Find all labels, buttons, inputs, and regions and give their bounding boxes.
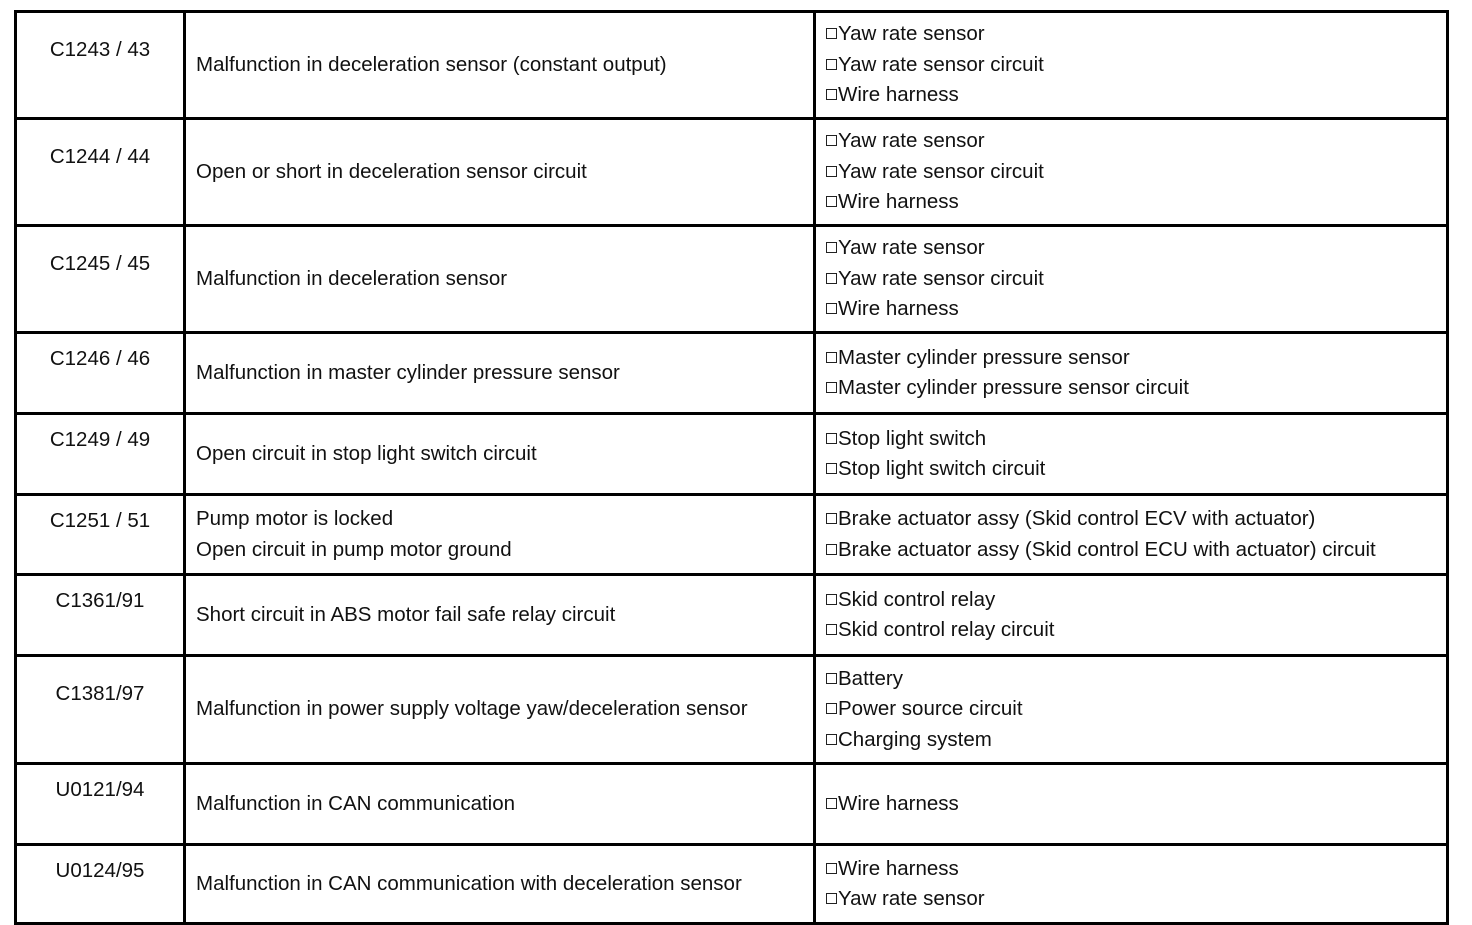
dtc-code-cell (16, 226, 185, 333)
detection-item-cell (185, 495, 815, 575)
checkbox-square-icon (826, 594, 837, 605)
checkbox-square-icon (826, 433, 837, 444)
checkbox-square-icon (826, 798, 837, 809)
trouble-area-item (826, 694, 1446, 725)
dtc-code-cell (16, 12, 185, 119)
checkbox-square-icon (826, 463, 837, 474)
trouble-area-cell (815, 656, 1448, 764)
trouble-area-item (826, 424, 1446, 455)
trouble-area-text: Yaw rate sensor (838, 236, 985, 260)
detection-item-cell (185, 575, 815, 656)
dtc-code: C1243 / 43 (49, 38, 151, 61)
detection-item-text: Malfunction in CAN communication with deceleration sensor (196, 871, 742, 895)
checkbox-square-icon (826, 89, 837, 100)
dtc-code-cell (16, 575, 185, 656)
trouble-area-cell (815, 333, 1448, 414)
detection-item-cell (185, 12, 815, 119)
trouble-area-cell (815, 414, 1448, 495)
detection-item-text: Malfunction in CAN communication (196, 791, 516, 815)
trouble-area-item (826, 615, 1446, 646)
checkbox-square-icon (826, 673, 837, 684)
table-row (16, 414, 1448, 495)
detection-item-cell (185, 226, 815, 333)
checkbox-square-icon (826, 135, 837, 146)
trouble-area-text: Master cylinder pressure sensor (838, 345, 1130, 369)
table-row (16, 333, 1448, 414)
trouble-area-item (826, 664, 1446, 695)
dtc-code-cell (16, 764, 185, 845)
dtc-code: C1251 / 51 (49, 509, 151, 532)
trouble-area-item (826, 294, 1446, 325)
dtc-code-cell (16, 119, 185, 226)
trouble-area-cell (815, 12, 1448, 119)
table-row (16, 495, 1448, 575)
trouble-area-text: Wire harness (838, 791, 959, 815)
checkbox-square-icon (826, 303, 837, 314)
trouble-area-cell (815, 226, 1448, 333)
trouble-area-item (826, 854, 1446, 885)
table-row (16, 764, 1448, 845)
detection-item-text: Short circuit in ABS motor fail safe relay circuit (196, 602, 616, 626)
trouble-area-text: Wire harness (838, 83, 959, 107)
dtc-code: U0121/94 (55, 778, 145, 801)
checkbox-square-icon (826, 734, 837, 745)
checkbox-square-icon (826, 242, 837, 253)
detection-item-cell (185, 845, 815, 924)
trouble-area-text: Yaw rate sensor (838, 22, 985, 46)
trouble-area-item (826, 50, 1446, 81)
trouble-area-text: Master cylinder pressure sensor circuit (838, 376, 1189, 399)
table-row (16, 845, 1448, 924)
dtc-code-cell (16, 414, 185, 495)
checkbox-square-icon (826, 352, 837, 363)
detection-item-cell (185, 119, 815, 226)
dtc-table-body (16, 12, 1448, 924)
dtc-code-cell (16, 333, 185, 414)
trouble-area-text: Brake actuator assy (Skid control ECV with actuator) (838, 507, 1316, 530)
detection-item-text: Malfunction in deceleration sensor (196, 266, 508, 290)
trouble-area-item (826, 725, 1446, 756)
trouble-area-item (826, 80, 1446, 111)
detection-item-text: Open circuit in stop light switch circuit (196, 441, 537, 465)
dtc-table (14, 10, 1449, 925)
detection-item-text: Open or short in deceleration sensor circuit (196, 159, 587, 183)
detection-item-cell (185, 656, 815, 764)
trouble-area-text: Wire harness (838, 856, 959, 880)
trouble-area-text: Skid control relay (838, 587, 996, 611)
trouble-area-cell (815, 845, 1448, 924)
trouble-area-item (826, 884, 1446, 915)
trouble-area-item (826, 187, 1446, 218)
trouble-area-text: Skid control relay circuit (838, 618, 1055, 641)
dtc-code-cell (16, 656, 185, 764)
trouble-area-item (826, 264, 1446, 295)
dtc-code: C1244 / 44 (49, 145, 151, 168)
checkbox-square-icon (826, 624, 837, 635)
detection-item-text: Pump motor is locked (196, 507, 394, 530)
trouble-area-text: Wire harness (838, 297, 959, 321)
trouble-area-text: Yaw rate sensor circuit (838, 52, 1044, 76)
detection-item-text: Malfunction in master cylinder pressure sensor (196, 360, 620, 384)
trouble-area-item (826, 504, 1446, 535)
trouble-area-item (826, 454, 1446, 485)
dtc-code: C1245 / 45 (49, 252, 151, 275)
trouble-area-item (826, 373, 1446, 404)
trouble-area-item (826, 157, 1446, 188)
checkbox-square-icon (826, 28, 837, 39)
table-row (16, 575, 1448, 656)
table-row (16, 226, 1448, 333)
detection-item-cell (185, 764, 815, 845)
trouble-area-text: Charging system (838, 727, 992, 751)
detection-item-cell (185, 414, 815, 495)
dtc-code: C1249 / 49 (49, 428, 151, 451)
trouble-area-text: Power source circuit (838, 697, 1023, 721)
trouble-area-item (826, 19, 1446, 50)
trouble-area-item (826, 585, 1446, 616)
checkbox-square-icon (826, 703, 837, 714)
detection-item-text: Malfunction in deceleration sensor (constant output) (196, 52, 667, 76)
dtc-code-cell (16, 495, 185, 575)
trouble-area-text: Stop light switch (838, 426, 987, 450)
detection-item-cell (185, 333, 815, 414)
detection-item-text: Malfunction in power supply voltage yaw/deceleration sensor (196, 697, 748, 721)
dtc-code: U0124/95 (55, 859, 145, 882)
trouble-area-text: Yaw rate sensor circuit (838, 266, 1044, 290)
trouble-area-text: Wire harness (838, 190, 959, 214)
trouble-area-text: Stop light switch circuit (838, 457, 1046, 480)
trouble-area-text: Brake actuator assy (Skid control ECU with actuator) circuit (838, 537, 1376, 561)
trouble-area-text: Battery (838, 666, 903, 690)
trouble-area-text: Yaw rate sensor circuit (838, 159, 1044, 183)
detection-item-text: Open circuit in pump motor ground (196, 537, 512, 561)
trouble-area-text: Yaw rate sensor (838, 129, 985, 153)
table-row (16, 12, 1448, 119)
dtc-code: C1361/91 (55, 589, 145, 612)
checkbox-square-icon (826, 59, 837, 70)
table-row (16, 119, 1448, 226)
checkbox-square-icon (826, 513, 837, 524)
checkbox-square-icon (826, 166, 837, 177)
trouble-area-item (826, 126, 1446, 157)
checkbox-square-icon (826, 382, 837, 393)
checkbox-square-icon (826, 273, 837, 284)
checkbox-square-icon (826, 196, 837, 207)
trouble-area-item (826, 233, 1446, 264)
trouble-area-item (826, 535, 1446, 566)
trouble-area-cell (815, 764, 1448, 845)
dtc-code: C1246 / 46 (49, 347, 151, 370)
table-row (16, 656, 1448, 764)
checkbox-square-icon (826, 863, 837, 874)
checkbox-square-icon (826, 893, 837, 904)
trouble-area-cell (815, 575, 1448, 656)
trouble-area-item (826, 343, 1446, 374)
checkbox-square-icon (826, 544, 837, 555)
dtc-code-cell (16, 845, 185, 924)
trouble-area-cell (815, 119, 1448, 226)
dtc-code: C1381/97 (55, 682, 145, 705)
trouble-area-item (826, 789, 1446, 820)
trouble-area-text: Yaw rate sensor (838, 887, 985, 910)
trouble-area-cell (815, 495, 1448, 575)
